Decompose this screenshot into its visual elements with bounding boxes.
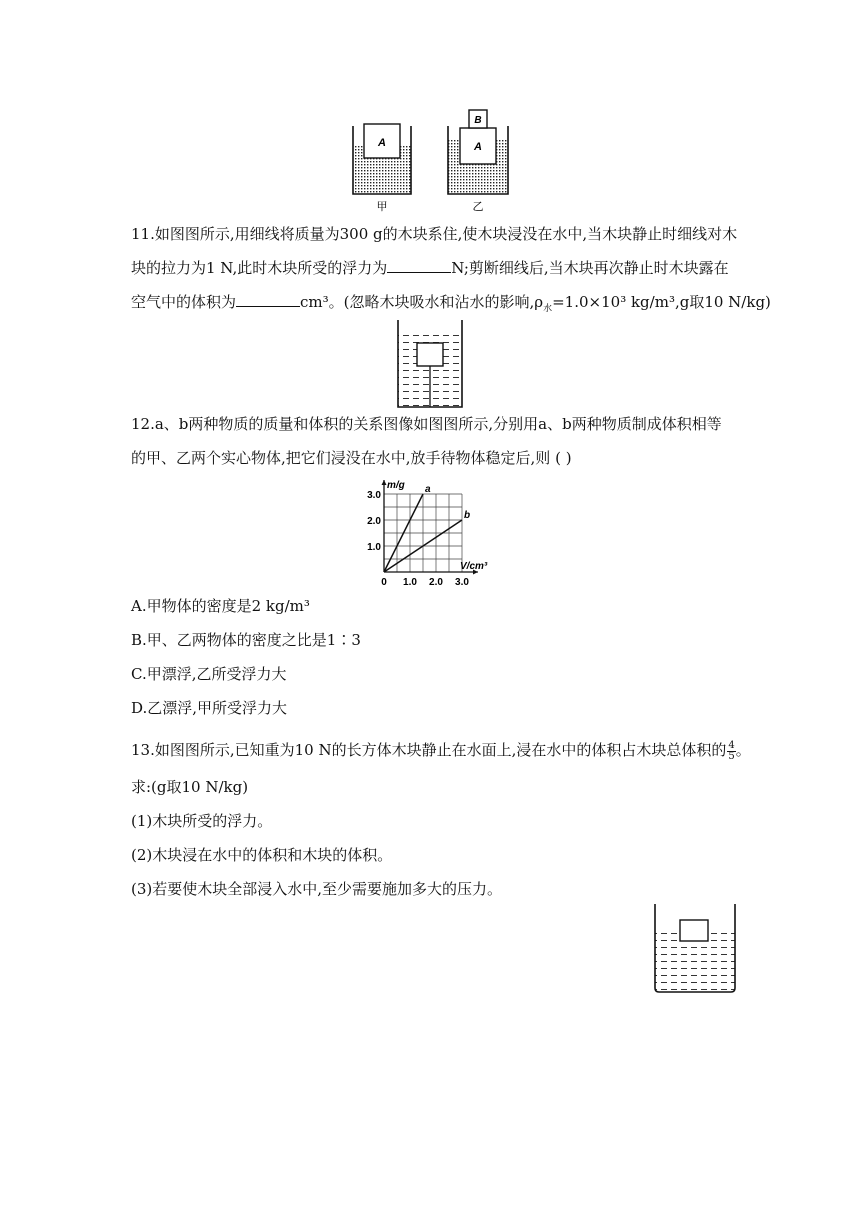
q11-line-3 (131, 292, 771, 319)
q13-fraction (727, 741, 735, 762)
q13-part-2: (2)木块浸在水中的体积和木块的体积。 (131, 846, 393, 864)
caption-yi: 乙 (472, 201, 484, 213)
q13-frac-num: 4 (728, 739, 735, 751)
q12-mass-volume-chart (352, 476, 502, 588)
q11-line-3b: cm³。(忽略木块吸水和沾水的影响,ρ (300, 293, 544, 311)
series-label-b: b (464, 510, 471, 521)
q13-frac-den: 5 (728, 750, 735, 762)
q11-line-2b: N;剪断细线后,当木块再次静止时木块露在 (451, 259, 729, 277)
y-tick-label: 2.0 (367, 516, 381, 527)
q11-line-3a: 空气中的体积为 (131, 293, 237, 311)
figure-q11 (392, 318, 468, 410)
q11-blank-volume (236, 292, 300, 307)
y-tick-label: 3.0 (367, 490, 381, 501)
series-label-a: a (425, 484, 431, 495)
q11-rho-sub: 水 (543, 304, 553, 314)
figure-q13 (650, 902, 740, 996)
q13-part-3: (3)若要使木块全部浸入水中,至少需要施加多大的压力。 (131, 880, 503, 898)
q11-line-2a: 块的拉力为1 N,此时木块所受的浮力为 (131, 259, 388, 277)
q13-part-1: (1)木块所受的浮力。 (131, 812, 273, 830)
q13-given: 求:(g取10 N/kg) (131, 778, 249, 796)
q11-blank-buoyancy (387, 258, 451, 273)
block-a-left-label: A (378, 137, 386, 149)
q12-option-c: C.甲漂浮,乙所受浮力大 (131, 665, 287, 683)
x-tick-label: 1.0 (403, 577, 417, 588)
x-tick-label: 0 (381, 577, 387, 588)
q12-line-1: 12.a、b两种物质的质量和体积的关系图像如图图所示,分别用a、b两种物质制成体积相等 (131, 415, 722, 433)
q11-wood-block (417, 343, 443, 366)
q13-line-1-end: 。 (735, 741, 751, 759)
y-axis-label: m/g (387, 480, 405, 491)
q13-wood-block (680, 920, 708, 941)
x-tick-label: 2.0 (429, 577, 443, 588)
q12-line-2: 的甲、乙两个实心物体,把它们浸没在水中,放手待物体稳定后,则 ( ) (131, 449, 572, 467)
y-tick-label: 1.0 (367, 542, 381, 553)
figure-jia-yi (340, 104, 530, 214)
q12-option-b: B.甲、乙两物体的密度之比是1∶3 (131, 631, 361, 649)
q13-line-1-text: 13.如图图所示,已知重为10 N的长方体木块静止在水面上,浸在水中的体积占木块总体积的 (131, 741, 727, 759)
block-a-right-label: A (474, 141, 482, 153)
q13-line-1 (131, 740, 751, 762)
x-axis-label: V/cm³ (460, 561, 488, 572)
q11-line-3c: =1.0×10³ kg/m³,g取10 N/kg) (552, 293, 771, 311)
beaker-jia (353, 124, 411, 213)
q12-option-a: A.甲物体的密度是2 kg/m³ (131, 597, 310, 615)
q12-option-d: D.乙漂浮,甲所受浮力大 (131, 699, 288, 717)
q11-line-2 (131, 258, 729, 278)
beaker-yi (448, 110, 508, 213)
chart-grid (384, 494, 462, 572)
caption-jia: 甲 (376, 201, 388, 213)
block-b-label: B (474, 115, 482, 126)
y-axis-arrow (382, 480, 387, 485)
x-tick-label: 3.0 (455, 577, 469, 588)
q11-line-1: 11.如图图所示,用细线将质量为300 g的木块系住,使木块浸没在水中,当木块静止时细线对木 (131, 225, 738, 243)
